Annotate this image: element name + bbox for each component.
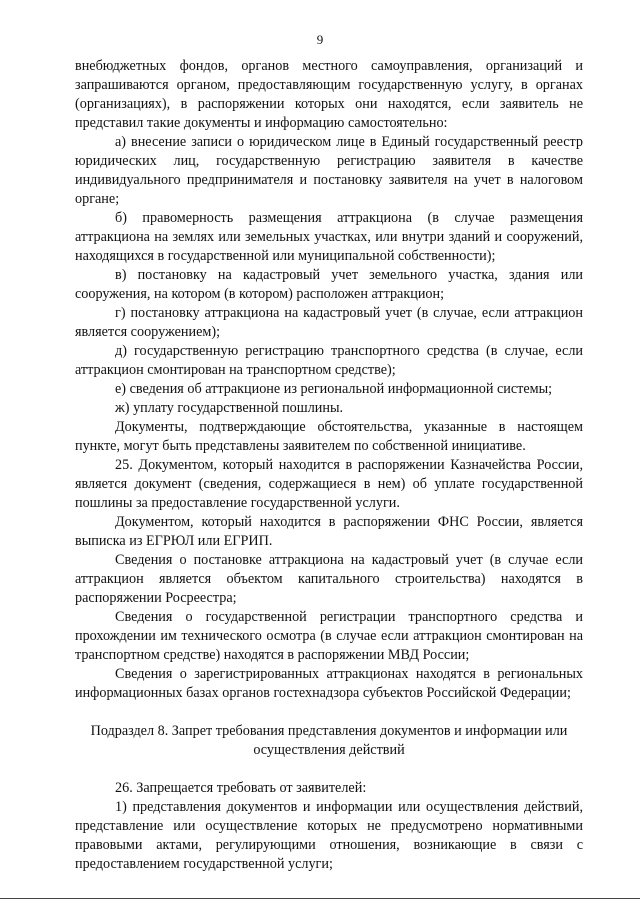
paragraph: Сведения о государственной регистрации транспортного средства и прохождении им технического осмотра (в случае если аттракцион смонтирован на транспортном средстве) находятся в распоряжении МВД России; [75,609,583,663]
scan-border-line [0,898,640,899]
paragraph: 1) представления документов и информации или осуществления действий, представление или осуществление которых не предусмотрено нормативными правовыми актами, регулирующими отношения, возникающие в связи с предоставлением государственной услуги; [75,799,583,872]
paragraph: б) правомерность размещения аттракциона (в случае размещения аттракциона на землях или земельных участках, или внутри зданий и сооружений, находящихся в государственной или муниципальной собственности); [75,210,583,264]
paragraph: Документы, подтверждающие обстоятельства, указанные в настоящем пункте, могут быть представлены заявителем по собственной инициативе. [75,419,583,454]
paragraph: ж) уплату государственной пошлины. [115,400,344,416]
paragraph: Сведения о постановке аттракциона на кадастровый учет (в случае если аттракцион является объектом капитального строительства) находятся в распоряжении Росреестра; [75,552,583,606]
paragraph: Документом, который находится в распоряжении ФНС России, является выписка из ЕГРЮЛ или ЕГРИП. [75,514,583,549]
paragraph: 25. Документом, который находится в распоряжении Казначейства России, является документ (сведения, содержащиеся в нем) об уплате государственной пошлины за предоставление государственной услуги. [75,457,583,511]
page-number: 9 [316,32,324,47]
paragraph: е) сведения об аттракционе из региональной информационной системы; [115,381,553,397]
paragraph: 26. Запрещается требовать от заявителей: [115,780,367,796]
paragraph: а) внесение записи о юридическом лице в Единый государственный реестр юридических лиц, государственную регистрацию заявителя в качестве индивидуального предпринимателя и постановку заявителя на учет в налоговом органе; [75,134,583,207]
paragraph: в) постановку на кадастровый учет земельного участка, здания или сооружения, на котором (в котором) расположен аттракцион; [75,267,583,302]
paragraph: г) постановку аттракциона на кадастровый учет (в случае, если аттракцион является сооружением); [75,305,583,340]
section-title: Подраздел 8. Запрет требования представления документов и информации или осуществления действий [90,723,568,758]
paragraph: внебюджетных фондов, органов местного самоуправления, организаций и запрашиваются органом, предоставляющим государственную услугу, в органах (организациях), в распоряжении которых они находятся, если заявитель не представил такие документы и информацию самостоятельно: [75,58,583,131]
document-body [75,57,583,874]
paragraph: Сведения о зарегистрированных аттракционах находятся в региональных информационных базах органов гостехнадзора субъектов Российской Федерации; [75,666,583,701]
paragraph: д) государственную регистрацию транспортного средства (в случае, если аттракцион смонтирован на транспортном средстве); [75,343,583,378]
